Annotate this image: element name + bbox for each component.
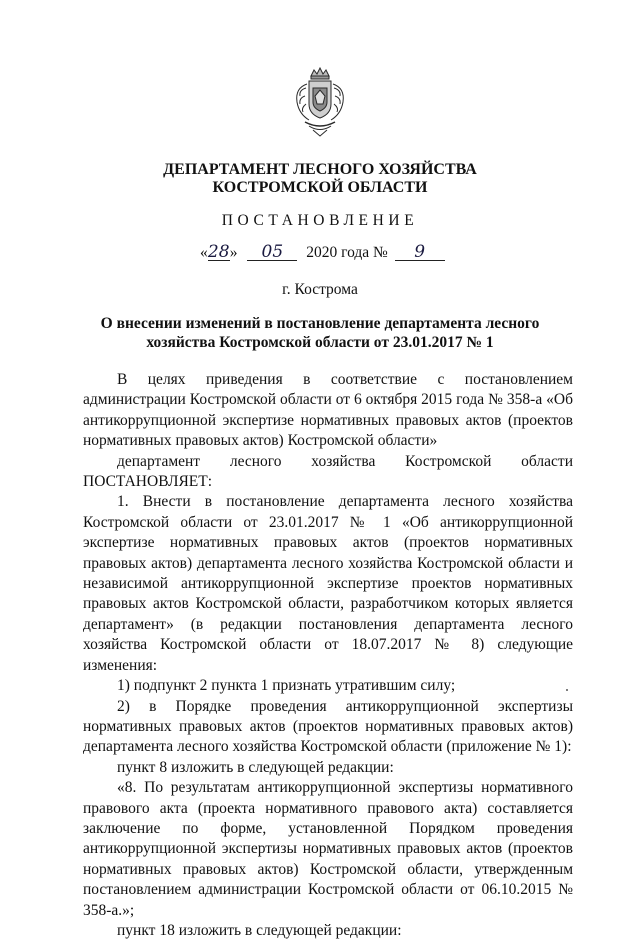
body-paragraph-preamble: В целях приведения в соответствие с постановлением администрации Костромской области от 6 октября 2015 года № 358-а «Об антикоррупционной экспертизе нормативных правовых актов (проектов нормативных правовых актов) Костромской области» bbox=[83, 371, 573, 450]
body-paragraph-resolves: ПОСТАНОВЛЯЕТ: bbox=[83, 473, 213, 491]
document-body bbox=[83, 370, 573, 941]
department-name-line1: ДЕПАРТАМЕНТ ЛЕСНОГО ХОЗЯЙСТВА bbox=[163, 161, 477, 178]
date-open-quote: « bbox=[200, 244, 208, 261]
body-paragraph-subitem-2: 2) в Порядке проведения антикоррупционной экспертизы нормативных правовых актов (проектов нормативных правовых актов) департамента лесного хозяйства Костромской области (приложение № 1): bbox=[83, 697, 573, 756]
date-month: 05 bbox=[247, 244, 297, 261]
department-name-line2: КОСТРОМСКОЙ ОБЛАСТИ bbox=[212, 179, 428, 196]
body-paragraph-subitem-1: 1) подпункт 2 пункта 1 признать утратившим силу; bbox=[117, 677, 456, 695]
coat-of-arms-emblem bbox=[287, 66, 353, 138]
scan-speck bbox=[566, 689, 568, 691]
date-year-text: 2020 года № bbox=[306, 244, 388, 261]
body-paragraph-item-1: 1. Внести в постановление департамента лесного хозяйства Костромской области от 23.01.2017 № 1 «Об антикоррупционной экспертизе нормативных правовых актов (проектов нормативных правовых актов) департамента лесного хозяйства Костромской области и независимой антикоррупционной экспертизе проектов нормативных правовых актов Костромской области, разработчиком которых является департамент» (в редакции постановления департамента лесного хозяйства Костромской области от 18.07.2017 № 8) следующие изменения: bbox=[83, 493, 573, 674]
body-paragraph-department: департамент лесного хозяйства Костромской области bbox=[117, 452, 573, 470]
body-paragraph-point-8-text: «8. По результатам антикоррупционной экспертизы нормативного правового акта (проекта нормативного правового акта) составляется заключение по форме, установленной Порядком проведения антикоррупционной экспертизы нормативных правовых актов (проектов нормативных правовых актов) Костромской области, утвержденным постановлением администрации Костромской области от 06.10.2015 № 358-а.»; bbox=[83, 779, 573, 919]
subject-line2: хозяйства Костромской области от 23.01.2017 № 1 bbox=[146, 334, 494, 351]
city: г. Кострома bbox=[282, 281, 358, 298]
date-day: 28 bbox=[207, 242, 230, 262]
subject-line1: О внесении изменений в постановление департамента лесного bbox=[100, 315, 540, 332]
document-number: 9 bbox=[395, 244, 445, 261]
date-number-line bbox=[200, 244, 445, 262]
body-paragraph-point-18-intro: пункт 18 изложить в следующей редакции: bbox=[117, 921, 402, 939]
body-paragraph-point-8-intro: пункт 8 изложить в следующей редакции: bbox=[117, 758, 394, 776]
document-type: ПОСТАНОВЛЕНИЕ bbox=[221, 212, 419, 229]
date-close-quote: » bbox=[229, 244, 238, 261]
